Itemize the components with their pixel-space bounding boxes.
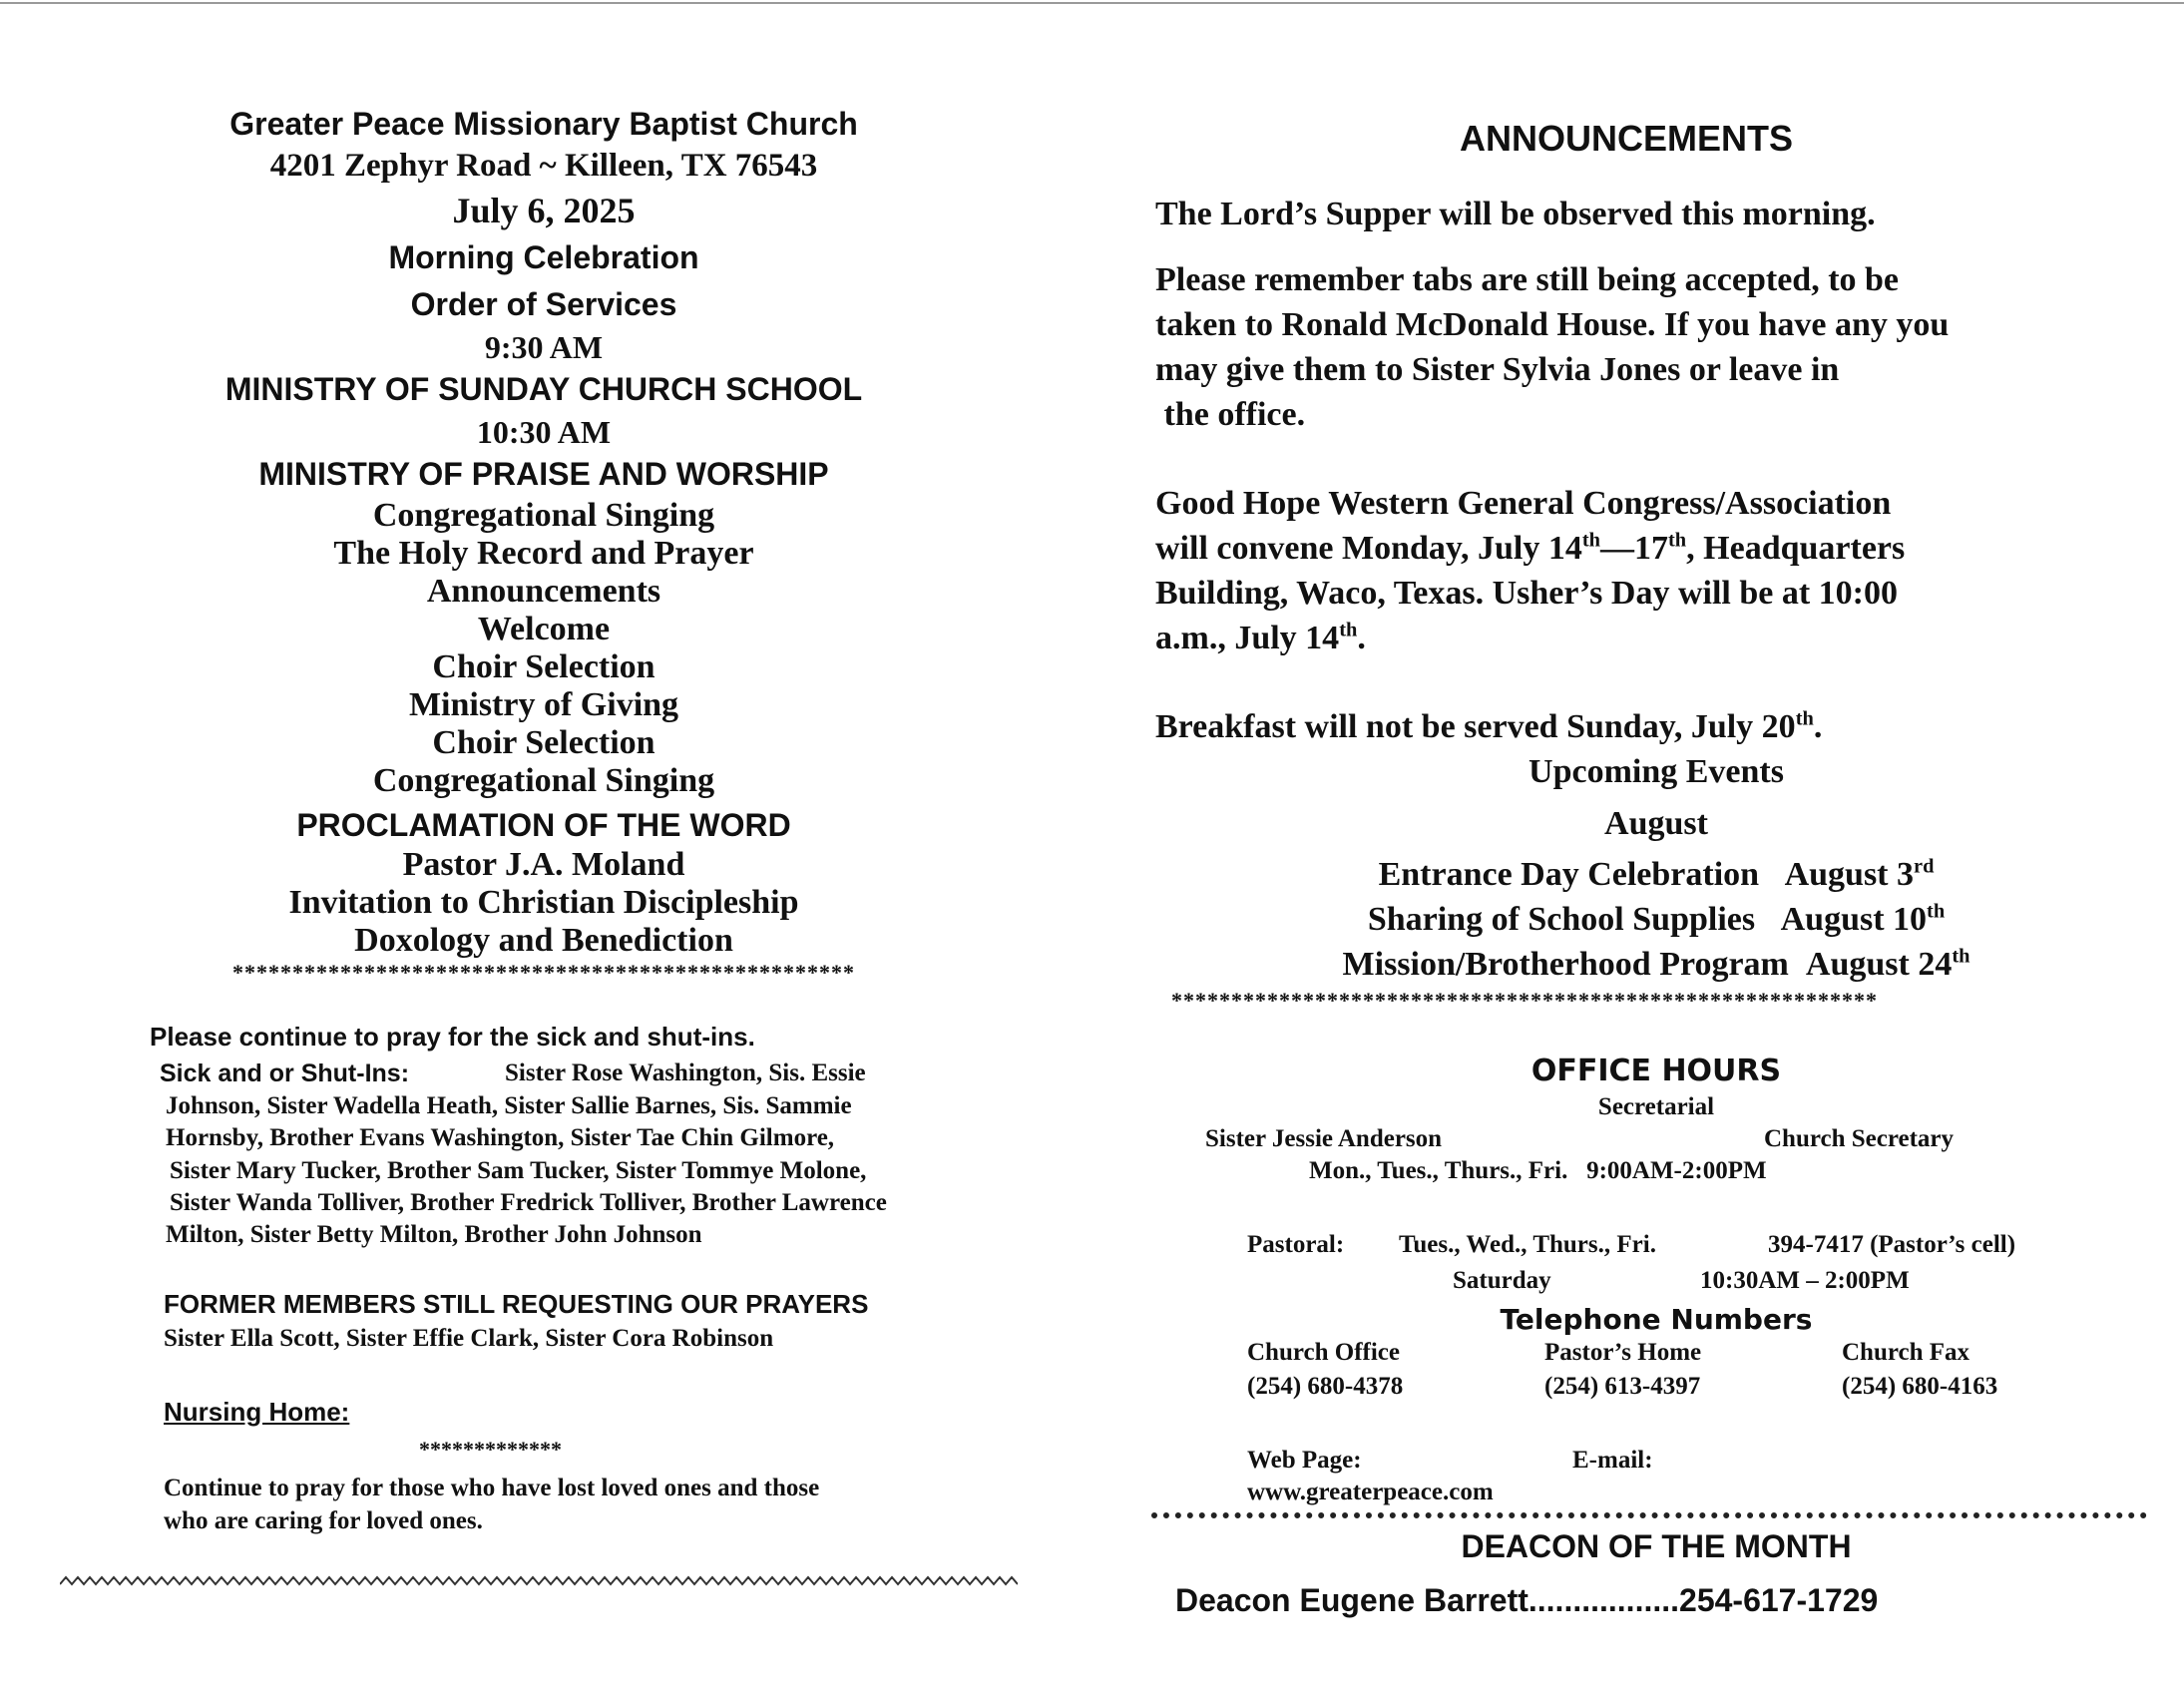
- phone-number: (254) 680-4378: [1247, 1373, 1404, 1400]
- secretarial-label: Secretarial: [1597, 1093, 1715, 1120]
- deacon-title: DEACON OF THE MONTH: [1461, 1528, 1852, 1564]
- sick-names-line: Hornsby, Brother Evans Washington, Sister Tae Chin Gilmore,: [166, 1124, 835, 1151]
- saturday-hours: 10:30AM – 2:00PM: [1700, 1267, 1910, 1294]
- pastor-cell: 394-7417 (Pastor’s cell): [1768, 1231, 2016, 1258]
- congress-line: a.m., July 14th.: [1155, 619, 1366, 656]
- sick-label: Sick and or Shut-Ins:: [160, 1060, 410, 1087]
- nursing-home-heading: Nursing Home:: [164, 1397, 350, 1427]
- program-item: Choir Selection: [432, 648, 655, 685]
- secretary-hours: Mon., Tues., Thurs., Fri. 9:00AM-2:00PM: [1309, 1157, 1767, 1184]
- congress-line: will convene Monday, July 14th—17th, Headquarters: [1155, 529, 1906, 567]
- order-title: Order of Services: [410, 286, 677, 322]
- deacon-line: Deacon Eugene Barrett.................254-617-1729: [1175, 1582, 1879, 1618]
- telephone-title: Telephone Numbers: [1500, 1303, 1813, 1336]
- former-members-heading: FORMER MEMBERS STILL REQUESTING OUR PRAYERS: [164, 1289, 869, 1319]
- sick-names-line: Milton, Sister Betty Milton, Brother John Johnson: [166, 1221, 702, 1248]
- program-item: Congregational Singing: [372, 497, 715, 534]
- office-hours-title: OFFICE HOURS: [1530, 1054, 1782, 1088]
- doxology-line: Doxology and Benediction: [354, 922, 733, 959]
- pastoral-days: Tues., Wed., Thurs., Fri.: [1399, 1231, 1656, 1258]
- congress-line: Good Hope Western General Congress/Association: [1155, 485, 1892, 522]
- event-item: Mission/Brotherhood Program August 24th: [1342, 945, 1970, 983]
- secretary-role: Church Secretary: [1764, 1125, 1955, 1152]
- program-item: Welcome: [477, 611, 611, 647]
- phone-number: (254) 613-4397: [1544, 1373, 1701, 1400]
- pastor-name: Pastor J.A. Moland: [402, 846, 685, 883]
- program-item: Announcements: [426, 573, 661, 610]
- church-address: 4201 Zephyr Road ~ Killeen, TX 76543: [269, 148, 818, 184]
- upcoming-events-heading: Upcoming Events: [1529, 753, 1784, 790]
- invitation-line: Invitation to Christian Discipleship: [288, 884, 799, 921]
- phone-label: Pastor’s Home: [1544, 1339, 1702, 1366]
- pastoral-label: Pastoral:: [1247, 1231, 1345, 1258]
- church-name: Greater Peace Missionary Baptist Church: [229, 106, 858, 142]
- email-label: E-mail:: [1572, 1447, 1653, 1474]
- tabs-line: Please remember tabs are still being accepted, to be: [1155, 261, 1900, 298]
- saturday-label: Saturday: [1453, 1267, 1551, 1294]
- program-item: Ministry of Giving: [408, 686, 679, 723]
- sick-names-line: Sister Mary Tucker, Brother Sam Tucker, Sister Tommye Molone,: [170, 1157, 867, 1184]
- sick-names-line: Johnson, Sister Wadella Heath, Sister Sallie Barnes, Sis. Sammie: [166, 1092, 852, 1119]
- phone-label: Church Office: [1247, 1339, 1400, 1366]
- wavy-divider: [60, 1574, 1018, 1588]
- tabs-line: the office.: [1155, 396, 1306, 433]
- breakfast-line: Breakfast will not be served Sunday, July 20th.: [1155, 707, 1823, 745]
- program-item: Congregational Singing: [372, 762, 715, 799]
- former-members-names: Sister Ella Scott, Sister Effie Clark, Sister Cora Robinson: [164, 1325, 774, 1352]
- program-item: Choir Selection: [432, 724, 655, 761]
- tabs-line: taken to Ronald McDonald House. If you have any you: [1155, 306, 1950, 343]
- service-date: July 6, 2025: [452, 191, 636, 230]
- program-item: The Holy Record and Prayer: [333, 535, 754, 572]
- time-1: 9:30 AM: [484, 329, 604, 365]
- secretary-name: Sister Jessie Anderson: [1205, 1125, 1443, 1152]
- tabs-line: may give them to Sister Sylvia Jones or leave in: [1155, 351, 1840, 388]
- nursing-stars: *************: [419, 1437, 562, 1462]
- sick-names-line: Sister Wanda Tolliver, Brother Fredrick Tolliver, Brother Lawrence: [170, 1189, 887, 1216]
- time-2: 10:30 AM: [476, 414, 612, 450]
- service-name: Morning Celebration: [388, 239, 699, 275]
- month-heading: August: [1604, 805, 1708, 842]
- event-item: Sharing of School Supplies August 10th: [1367, 900, 1946, 938]
- congress-line: Building, Waco, Texas. Usher’s Day will be at 10:00: [1155, 575, 1898, 612]
- sick-names-line: Sister Rose Washington, Sis. Essie: [505, 1060, 866, 1086]
- web-url: www.greaterpeace.com: [1247, 1479, 1494, 1505]
- event-item: Entrance Day Celebration August 3rd: [1378, 855, 1935, 893]
- ministry-sunday-school: MINISTRY OF SUNDAY CHURCH SCHOOL: [224, 371, 863, 407]
- phone-label: Church Fax: [1842, 1339, 1970, 1366]
- lords-supper-line: The Lord’s Supper will be observed this morning.: [1155, 196, 1876, 232]
- phone-number: (254) 680-4163: [1842, 1373, 1998, 1400]
- page-top-rule: [0, 2, 2184, 4]
- continue-pray-line: who are caring for loved ones.: [164, 1507, 483, 1534]
- proclamation-heading: PROCLAMATION OF THE WORD: [296, 807, 791, 843]
- announcements-title: ANNOUNCEMENTS: [1459, 118, 1793, 159]
- separator-stars: ****************************************************: [232, 960, 855, 985]
- continue-pray-line: Continue to pray for those who have lost loved ones and those: [164, 1475, 820, 1501]
- separator-stars: ***********************************************************: [1171, 988, 1878, 1013]
- dotted-divider: [1151, 1512, 2147, 1518]
- web-label: Web Page:: [1247, 1447, 1362, 1474]
- ministry-praise-worship: MINISTRY OF PRAISE AND WORSHIP: [258, 456, 829, 492]
- pray-heading: Please continue to pray for the sick and shut-ins.: [150, 1022, 755, 1052]
